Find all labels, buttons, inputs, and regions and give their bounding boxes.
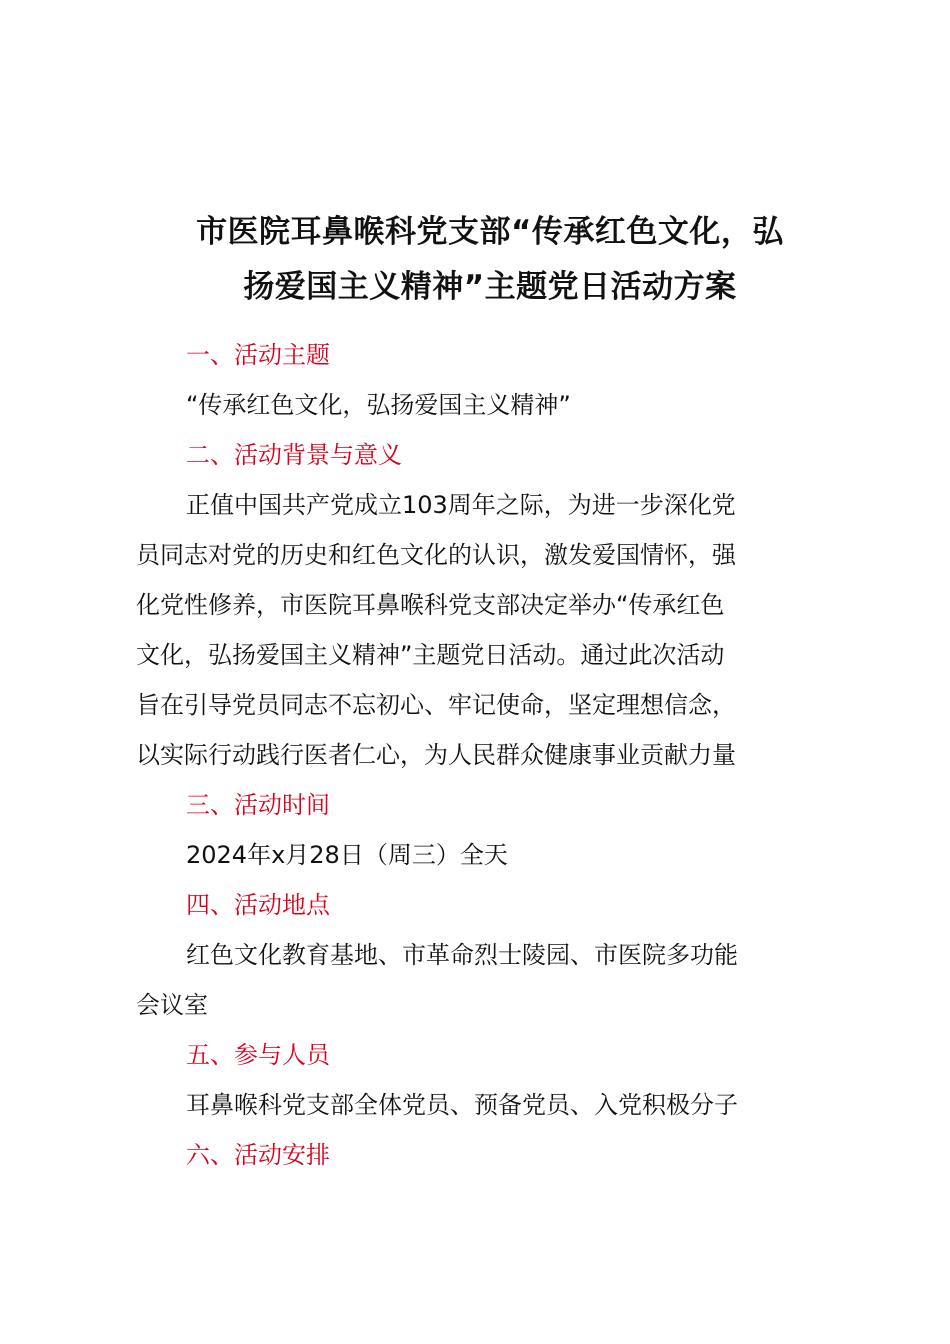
section-time	[136, 780, 836, 880]
section-arrangement	[136, 1130, 836, 1180]
paragraph-line: 员同志对党的历史和红色文化的认识，激发爱国情怀，强	[136, 541, 736, 569]
paragraph-line: 以实际行动践行医者仁心，为人民群众健康事业贡献力量	[136, 741, 736, 769]
paragraph-line: 2024年x月28日（周三）全天	[186, 841, 508, 869]
section-heading: 四、活动地点	[186, 891, 330, 919]
section-location	[136, 880, 836, 1030]
paragraph-line: 红色文化教育基地、市革命烈士陵园、市医院多功能	[186, 941, 738, 969]
section-heading: 五、参与人员	[186, 1041, 330, 1069]
paragraph-line: “传承红色文化，弘扬爱国主义精神”	[186, 391, 571, 419]
document-body	[136, 330, 836, 1180]
document-title	[130, 205, 850, 315]
section-heading: 三、活动时间	[186, 791, 330, 819]
paragraph-line: 化党性修养，市医院耳鼻喉科党支部决定举办“传承红色	[136, 591, 725, 619]
paragraph-line: 旨在引导党员同志不忘初心、牢记使命，坚定理想信念，	[136, 691, 736, 719]
section-heading: 六、活动安排	[186, 1141, 330, 1169]
title-line-2: 扬爱国主义精神”主题党日活动方案	[243, 269, 737, 305]
paragraph-line: 会议室	[136, 991, 208, 1019]
paragraph-line: 耳鼻喉科党支部全体党员、预备党员、入党积极分子	[186, 1091, 738, 1119]
section-participants	[136, 1030, 836, 1130]
section-background	[136, 430, 836, 780]
section-theme	[136, 330, 836, 430]
paragraph-line: 文化，弘扬爱国主义精神”主题党日活动。通过此次活动	[136, 641, 725, 669]
title-line-1: 市医院耳鼻喉科党支部“传承红色文化，弘	[196, 214, 784, 250]
section-heading: 二、活动背景与意义	[186, 441, 402, 469]
paragraph-line: 正值中国共产党成立103周年之际，为进一步深化党	[186, 491, 736, 519]
section-heading: 一、活动主题	[186, 341, 330, 369]
